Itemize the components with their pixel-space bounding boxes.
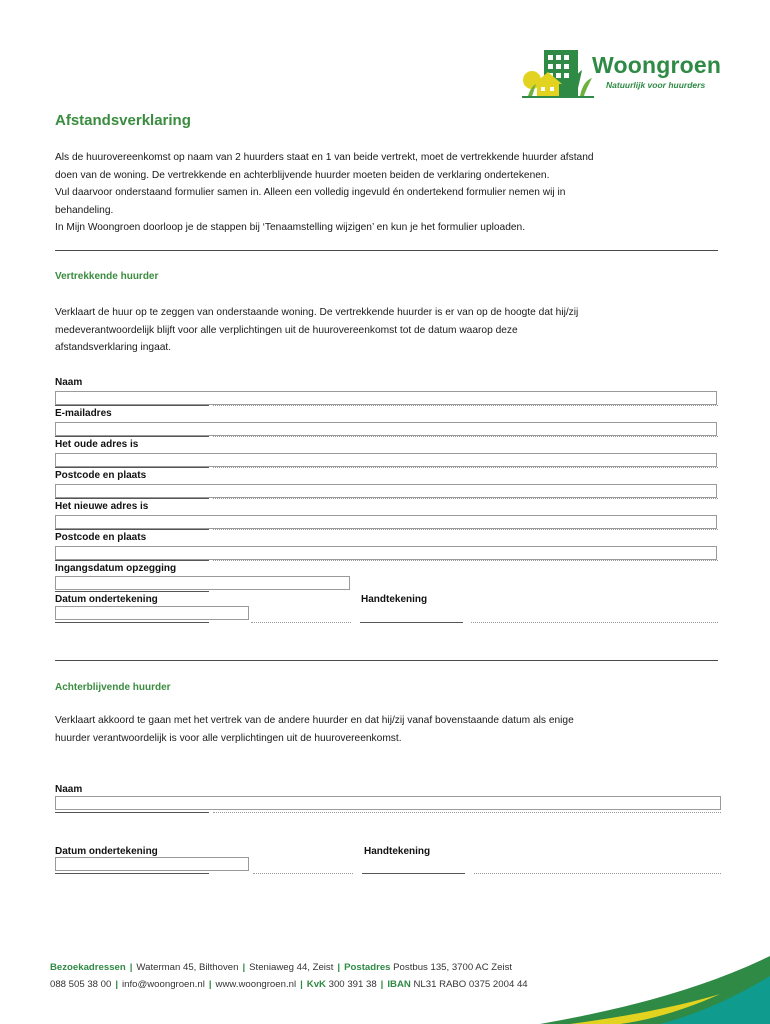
field-dotted-line bbox=[471, 622, 718, 623]
page-title: Afstandsverklaring bbox=[55, 112, 191, 129]
label-postcode-1: Postcode en plaats bbox=[55, 470, 147, 481]
nieuwe-adres-field[interactable] bbox=[55, 515, 717, 529]
field-dotted-line bbox=[213, 498, 718, 499]
brand-tagline: Natuurlijk voor huurders bbox=[606, 80, 706, 90]
ingangsdatum-field[interactable] bbox=[55, 576, 350, 590]
achterblijvend-text bbox=[55, 712, 705, 747]
datum-ondertekening-field[interactable] bbox=[55, 606, 249, 620]
oude-adres-field[interactable] bbox=[55, 453, 717, 467]
footer-line-1: Bezoekadressen | Waterman 45, Bilthoven | Steniaweg 44, Zeist | Postadres Postbus 135, 3700 AC Zeist bbox=[50, 962, 513, 973]
footer-post-label: Postadres bbox=[344, 962, 391, 973]
footer-web-link[interactable]: www.woongroen.nl bbox=[215, 979, 297, 990]
footer-bezoek-label: Bezoekadressen bbox=[50, 962, 126, 973]
field-dotted-line bbox=[474, 873, 721, 874]
footer-adres-1: Waterman 45, Bilthoven bbox=[136, 962, 239, 973]
intro-line: behandeling. bbox=[55, 204, 114, 216]
label-naam-achterblijvend: Naam bbox=[55, 784, 83, 795]
footer-iban-label: IBAN bbox=[387, 979, 411, 990]
field-underline bbox=[55, 436, 209, 437]
field-underline bbox=[55, 529, 209, 530]
footer-kvk: 300 391 38 bbox=[328, 979, 377, 990]
field-underline bbox=[55, 812, 209, 813]
label-oude-adres: Het oude adres is bbox=[55, 439, 139, 450]
field-underline bbox=[55, 873, 209, 874]
field-dotted-line bbox=[253, 873, 353, 874]
label-postcode-2: Postcode en plaats bbox=[55, 532, 147, 543]
field-dotted-line bbox=[213, 560, 718, 561]
intro-line: In Mijn Woongroen doorloop je de stappen bij ‘Tenaamstelling wijzigen’ en kun je het formulier uploaden. bbox=[55, 222, 526, 234]
footer-phone: 088 505 38 00 bbox=[50, 979, 112, 990]
brand-name: Woongroen bbox=[592, 52, 722, 78]
label-handtekening-2: Handtekening bbox=[364, 846, 431, 857]
section-divider bbox=[55, 250, 718, 251]
label-ingangsdatum: Ingangsdatum opzegging bbox=[55, 563, 177, 574]
label-naam: Naam bbox=[55, 377, 83, 388]
field-dotted-line bbox=[213, 467, 718, 468]
field-underline bbox=[55, 467, 209, 468]
label-datum-ondertekening: Datum ondertekening bbox=[55, 594, 158, 605]
section-divider bbox=[55, 660, 718, 661]
datum-ondertekening-field-2[interactable] bbox=[55, 857, 249, 871]
field-underline bbox=[55, 405, 209, 406]
email-field[interactable] bbox=[55, 422, 717, 436]
label-email: E-mailadres bbox=[55, 408, 112, 419]
footer-swoosh-icon bbox=[510, 950, 770, 1024]
footer-line-2: 088 505 38 00 | info@woongroen.nl | www.woongroen.nl | KvK 300 391 38 | IBAN NL31 RABO 0375 2004 44 bbox=[50, 979, 528, 990]
achterblijvend-line: Verklaart akkoord te gaan met het vertrek van de andere huurder en dat hij/zij vanaf bovenstaande datum als enige bbox=[55, 715, 574, 726]
vertrekkend-text bbox=[55, 304, 705, 357]
naam-field[interactable] bbox=[55, 391, 717, 405]
footer-kvk-label: KvK bbox=[306, 979, 326, 990]
intro-text bbox=[55, 149, 705, 237]
naam-field-achterblijvend[interactable] bbox=[55, 796, 721, 810]
vertrekkend-line: medeverantwoordelijk blijft voor alle verplichtingen uit de huurovereenkomst tot de datum waarop deze bbox=[55, 324, 518, 336]
vertrekkend-line: afstandsverklaring ingaat. bbox=[55, 342, 172, 354]
field-underline bbox=[55, 560, 209, 561]
intro-line: Vul daarvoor onderstaand formulier samen in. Alleen een volledig ingevuld én ondertekend formulier nemen wij in bbox=[55, 187, 566, 199]
section-heading-vertrekkend: Vertrekkende huurder bbox=[55, 271, 159, 282]
footer-iban: NL31 RABO 0375 2004 44 bbox=[413, 979, 528, 990]
postcode-plaats-field-1[interactable] bbox=[55, 484, 717, 498]
label-nieuwe-adres: Het nieuwe adres is bbox=[55, 501, 149, 512]
field-dotted-line bbox=[213, 405, 718, 406]
footer-email-link[interactable]: info@woongroen.nl bbox=[122, 979, 205, 990]
field-underline bbox=[55, 622, 209, 623]
footer-postadres: Postbus 135, 3700 AC Zeist bbox=[393, 962, 513, 973]
intro-line: doen van de woning. De vertrekkende en achterblijvende huurder moeten beiden de verklaring ondertekenen. bbox=[55, 169, 550, 181]
achterblijvend-line: huurder verantwoordelijk is voor alle verplichtingen uit de huurovereenkomst. bbox=[55, 732, 402, 744]
postcode-plaats-field-2[interactable] bbox=[55, 546, 717, 560]
field-dotted-line bbox=[213, 812, 721, 813]
field-dotted-line bbox=[213, 529, 718, 530]
handtekening-line[interactable] bbox=[360, 622, 463, 623]
vertrekkend-line: Verklaart de huur op te zeggen van onderstaande woning. De vertrekkende huurder is er van op de hoogte dat hij/zij bbox=[55, 307, 579, 318]
intro-line: Als de huurovereenkomst op naam van 2 huurders staat en 1 van beide vertrekt, moet de vertrekkende huurder afstand bbox=[55, 152, 594, 163]
field-underline bbox=[55, 591, 209, 592]
field-dotted-line bbox=[213, 436, 718, 437]
label-handtekening: Handtekening bbox=[361, 594, 428, 605]
field-dotted-line bbox=[251, 622, 351, 623]
footer-adres-2: Steniaweg 44, Zeist bbox=[249, 962, 334, 973]
section-heading-achterblijvend: Achterblijvende huurder bbox=[55, 682, 171, 693]
label-datum-ondertekening-2: Datum ondertekening bbox=[55, 846, 158, 857]
handtekening-line-2[interactable] bbox=[362, 873, 465, 874]
field-underline bbox=[55, 498, 209, 499]
